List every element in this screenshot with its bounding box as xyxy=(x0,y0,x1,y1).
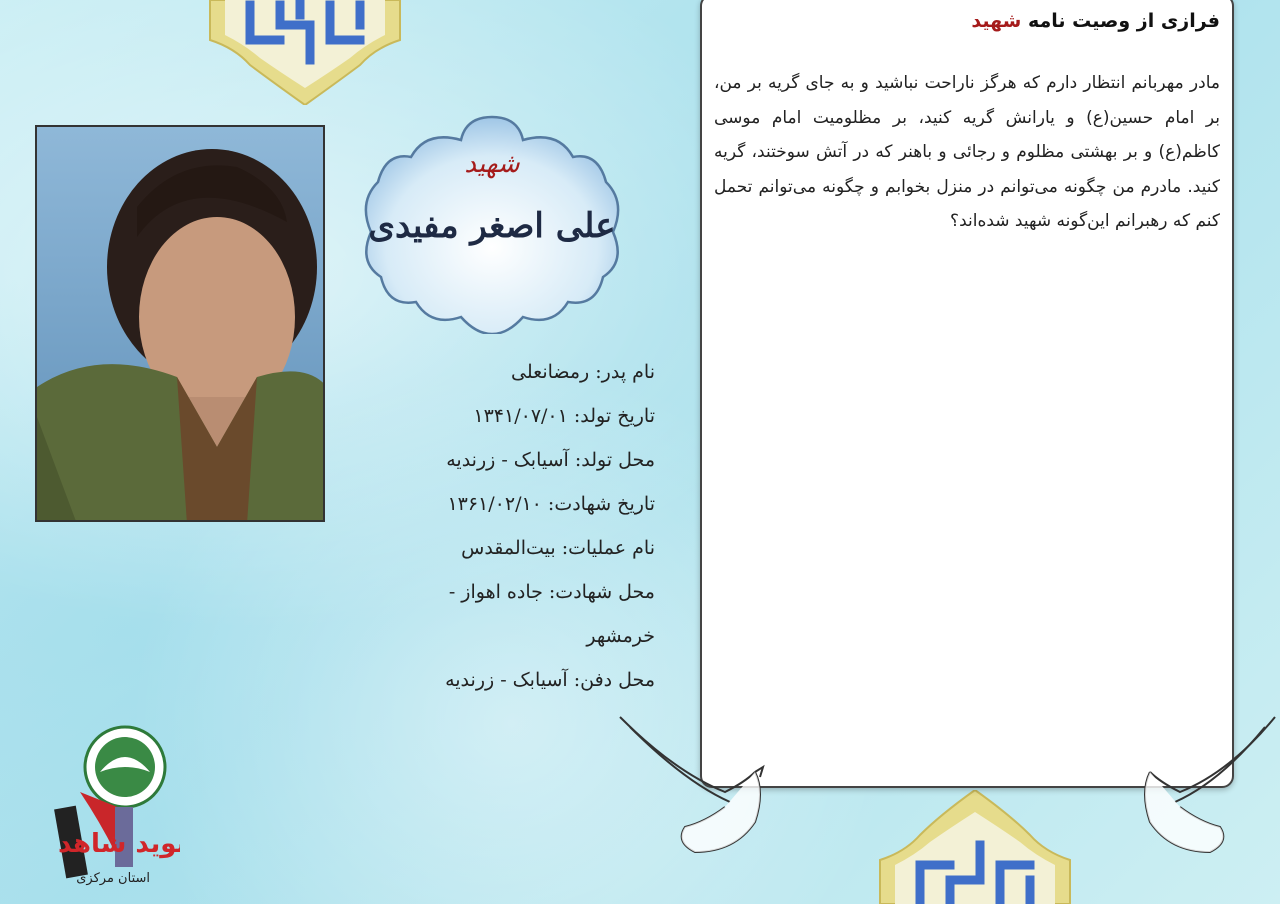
info-father: نام پدر: رمضانعلی xyxy=(511,361,655,383)
ornament-bottom xyxy=(870,790,1080,904)
dove-left-icon xyxy=(615,712,785,862)
martyr-photo xyxy=(35,125,325,522)
info-martyrdom-date: تاریخ شهادت: ۱۳۶۱/۰۲/۱۰ xyxy=(447,493,655,515)
info-operation: نام عملیات: بیت‌المقدس xyxy=(461,537,655,559)
medallion-label: شهید xyxy=(464,149,520,179)
info-birth-place: محل تولد: آسیابک - زرندیه xyxy=(446,449,655,471)
info-burial-place: محل دفن: آسیابک - زرندیه xyxy=(445,669,655,691)
will-text: مادر مهربانم انتظار دارم که هرگز ناراحت نباشید و به جای گریه بر من، بر امام حسین(ع) و یارانش گریه کنید، بر مظلومیت امام موسی کاظم(ع) و بر بهشتی مظلوم و رجائی و باهنر که در آتش سوختند، گریه کنید. مادرم من چگونه می‌توانم در منزل بخوابم و چگونه می‌توانم تحمل کنم که رهبرانم این‌گونه شهید شده‌اند؟ xyxy=(714,73,1220,231)
logo-province-text: استان مرکزی xyxy=(76,871,150,886)
ornament-top xyxy=(200,0,410,105)
info-martyrdom-place-cont: خرمشهر xyxy=(586,625,655,647)
panel-title xyxy=(971,10,1220,32)
dove-right-icon xyxy=(1130,712,1280,862)
info-birth-date: تاریخ تولد: ۱۳۴۱/۰۷/۰۱ xyxy=(473,405,655,427)
martyr-name: علی اصغر مفیدی xyxy=(368,206,616,246)
panel-title-prefix: فرازی از وصیت نامه xyxy=(1021,10,1220,32)
info-martyrdom-place: محل شهادت: جاده اهواز - xyxy=(448,581,655,603)
logo-brand-text: نوید شاهد xyxy=(58,829,180,859)
panel-title-accent: شهید xyxy=(971,10,1022,32)
will-panel xyxy=(700,0,1234,788)
organization-logo xyxy=(20,712,180,892)
name-medallion xyxy=(358,112,626,334)
martyr-info xyxy=(335,350,655,702)
